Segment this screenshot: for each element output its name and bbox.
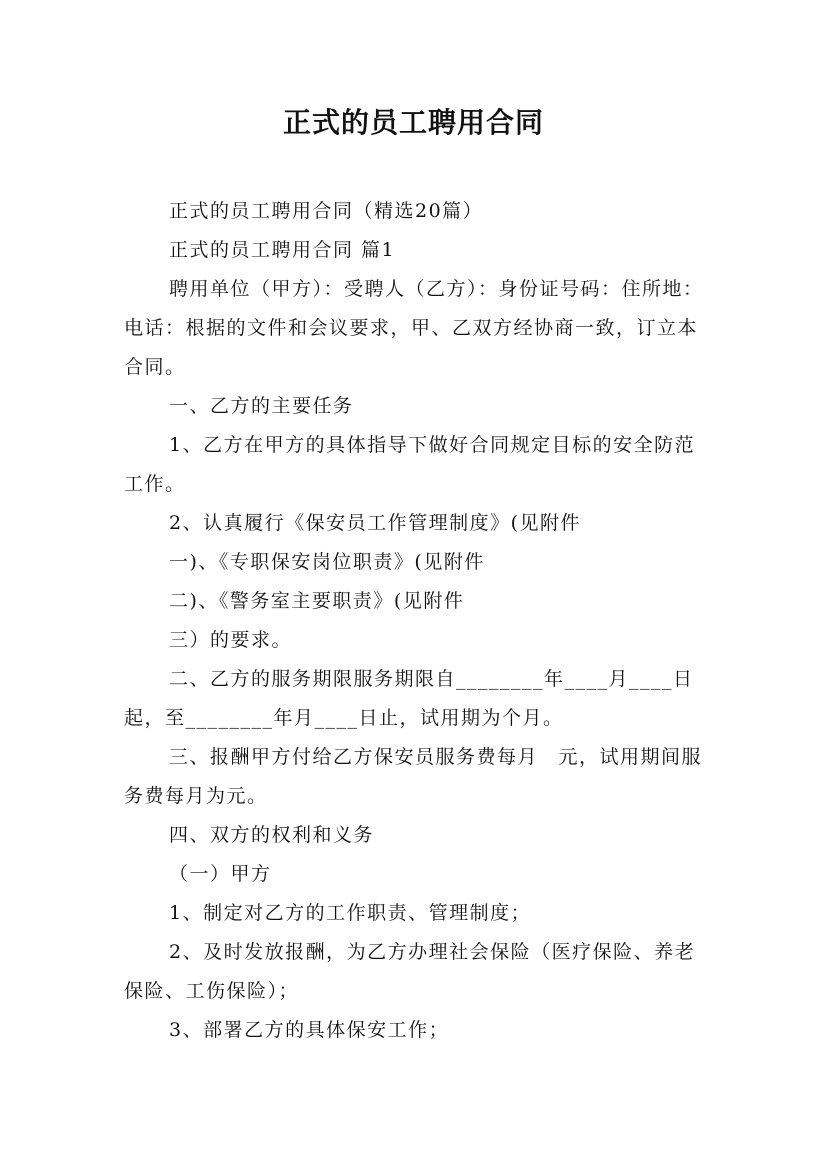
paragraph-clause-1-item-2: 2、认真履行《保安员工作管理制度》(见附件	[169, 512, 582, 534]
paragraph-subtitle: 正式的员工聘用合同（精选20篇）	[169, 200, 484, 222]
paragraph-clause-3: 三、报酬甲方付给乙方保安员服务费每月 元，试用期间服务费每月为元。	[124, 746, 703, 807]
paragraph-attachment-3: 三）的要求。	[169, 629, 293, 651]
paragraph-section-heading: 正式的员工聘用合同 篇1	[169, 239, 396, 261]
paragraph-clause-1-heading: 一、乙方的主要任务	[169, 395, 354, 417]
document-body	[124, 192, 704, 1050]
paragraph-party-a-item-3: 3、部署乙方的具体保安工作；	[169, 1019, 450, 1041]
paragraph-clause-2: 二、乙方的服务期限服务期限自________年____月____日起，至________年月____日止，试用期为个月。	[124, 668, 694, 729]
paragraph-attachment-1: 一)、《专职保安岗位职责》(见附件	[169, 551, 485, 573]
paragraph-party-a-heading: （一）甲方	[169, 863, 272, 885]
paragraph-parties: 聘用单位（甲方）：受聘人（乙方）：身份证号码：住所地：电话：根据的文件和会议要求，甲、乙双方经协商一致，订立本合同。	[124, 278, 704, 378]
paragraph-clause-4-heading: 四、双方的权利和义务	[169, 824, 375, 846]
paragraph-attachment-2: 二)、《警务室主要职责》(见附件	[169, 590, 465, 612]
document-title: 正式的员工聘用合同	[282, 106, 544, 139]
paragraph-clause-1-item-1: 1、乙方在甲方的具体指导下做好合同规定目标的安全防范工作。	[124, 434, 696, 495]
paragraph-party-a-item-2: 2、及时发放报酬，为乙方办理社会保险（医疗保险、养老保险、工伤保险）；	[124, 941, 696, 1002]
paragraph-party-a-item-1: 1、制定对乙方的工作职责、管理制度；	[169, 902, 532, 924]
